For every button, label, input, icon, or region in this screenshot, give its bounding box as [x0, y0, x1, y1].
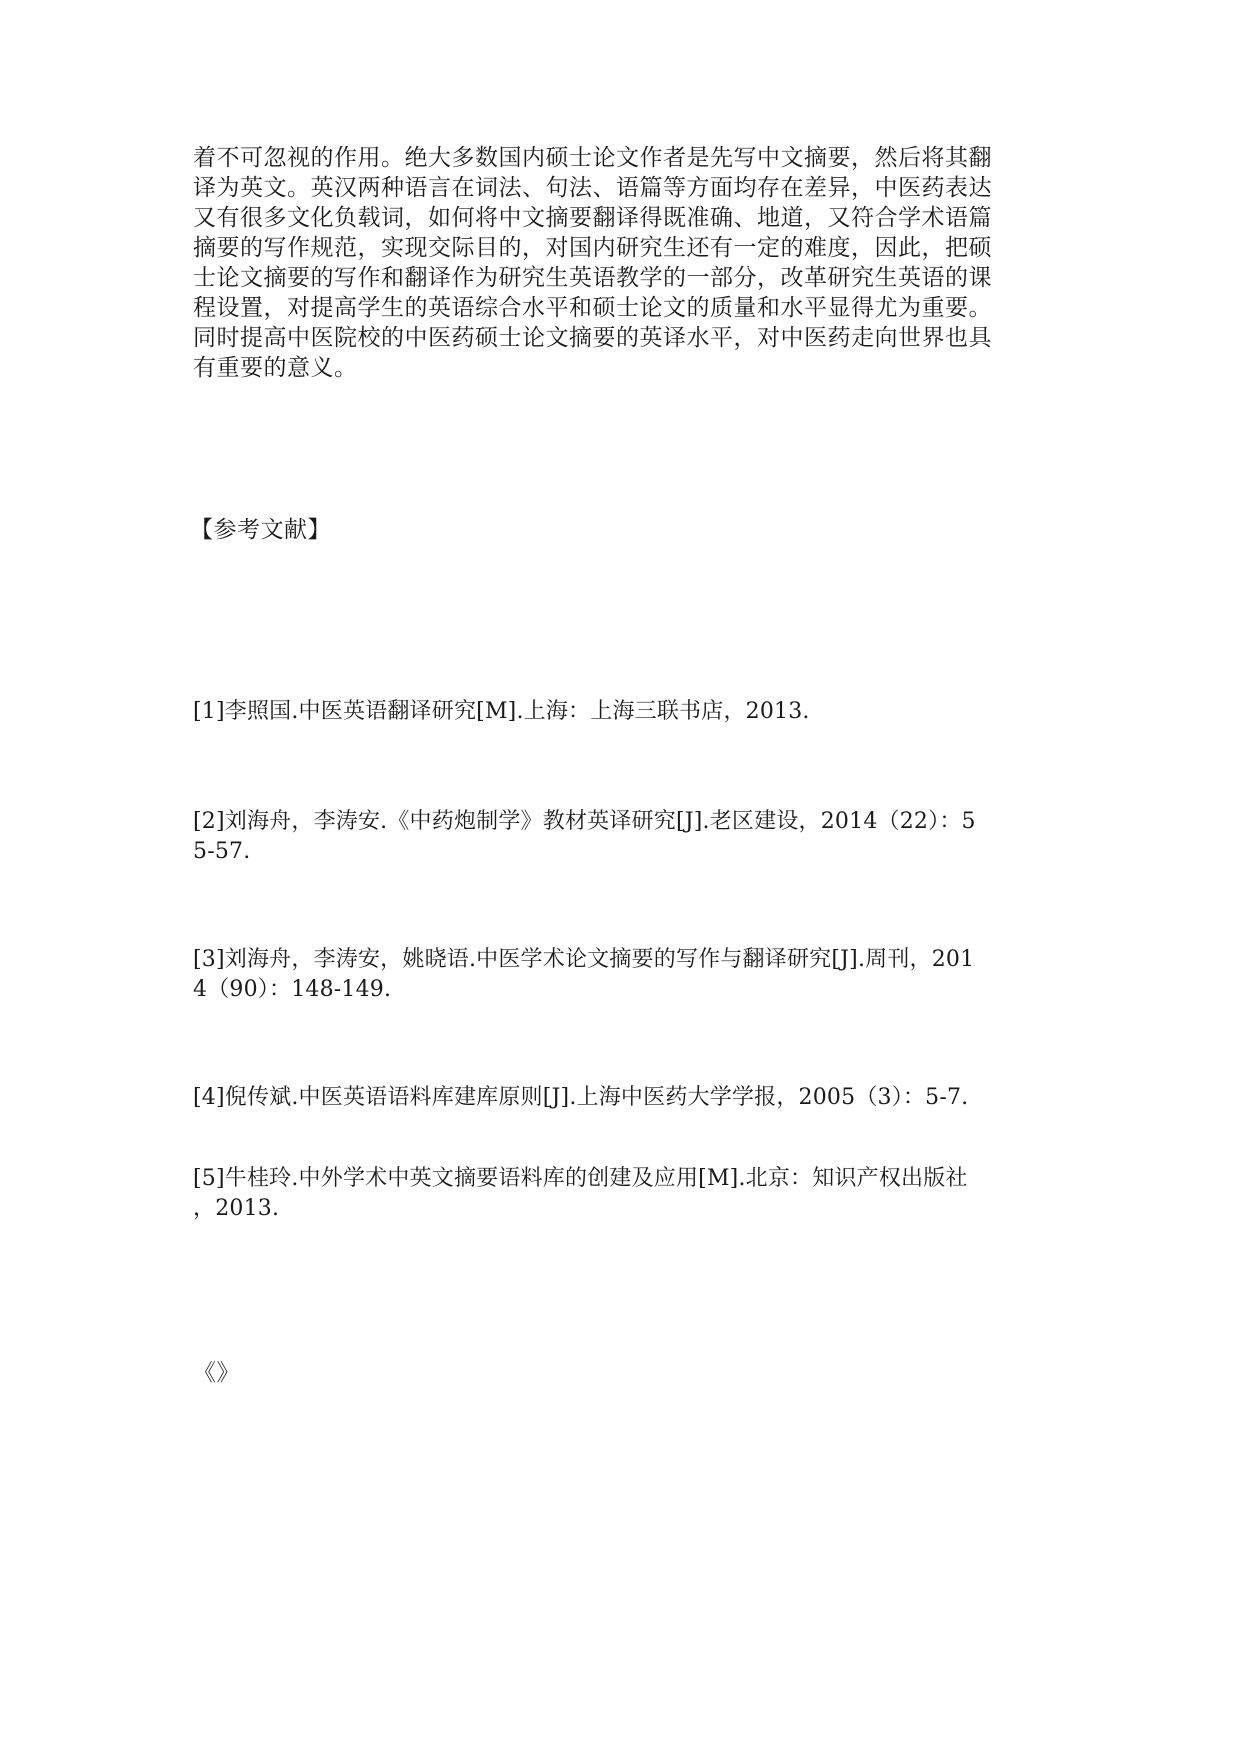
reference-item-4: [4]倪传斌.中医英语语料库建库原则[J].上海中医药大学学报，2005（3）：5-7. — [193, 1085, 969, 1110]
paragraph-line: 有重要的意义。 — [193, 355, 358, 381]
reference-item-5-cont: ，2013. — [193, 1196, 280, 1221]
footer-mark: 《》 — [193, 1360, 240, 1386]
paragraph-line: 摘要的写作规范，实现交际目的，对国内研究生还有一定的难度，因此，把硕 — [193, 235, 992, 261]
paragraph-line: 士论文摘要的写作和翻译作为研究生英语教学的一部分，改革研究生英语的课 — [193, 265, 992, 291]
reference-item-5: [5]牛桂玲.中外学术中英文摘要语料库的创建及应用[M].北京：知识产权出版社 — [193, 1166, 968, 1191]
reference-item-2: [2]刘海舟，李涛安.《中药炮制学》教材英译研究[J].老区建设，2014（22）：5 — [193, 809, 976, 834]
paragraph-line: 又有很多文化负载词，如何将中文摘要翻译得既准确、地道，又符合学术语篇 — [193, 205, 992, 231]
paragraph-line: 译为英文。英汉两种语言在词法、句法、语篇等方面均存在差异，中医药表达 — [193, 175, 992, 201]
paragraph-line: 着不可忽视的作用。绝大多数国内硕士论文作者是先写中文摘要，然后将其翻 — [193, 145, 992, 171]
paragraph-line: 同时提高中医院校的中医药硕士论文摘要的英译水平，对中医药走向世界也具 — [193, 325, 992, 351]
paragraph-line: 程设置，对提高学生的英语综合水平和硕士论文的质量和水平显得尤为重要。 — [193, 295, 992, 321]
reference-item-3-cont: 4（90）：148-149. — [193, 977, 392, 1002]
reference-item-2-cont: 5-57. — [193, 839, 251, 864]
references-heading: 【参考文献】 — [190, 517, 331, 543]
reference-item-1: [1]李照国.中医英语翻译研究[M].上海：上海三联书店，2013. — [193, 699, 810, 724]
reference-item-3: [3]刘海舟，李涛安，姚晓语.中医学术论文摘要的写作与翻译研究[J].周刊，201 — [193, 947, 975, 972]
